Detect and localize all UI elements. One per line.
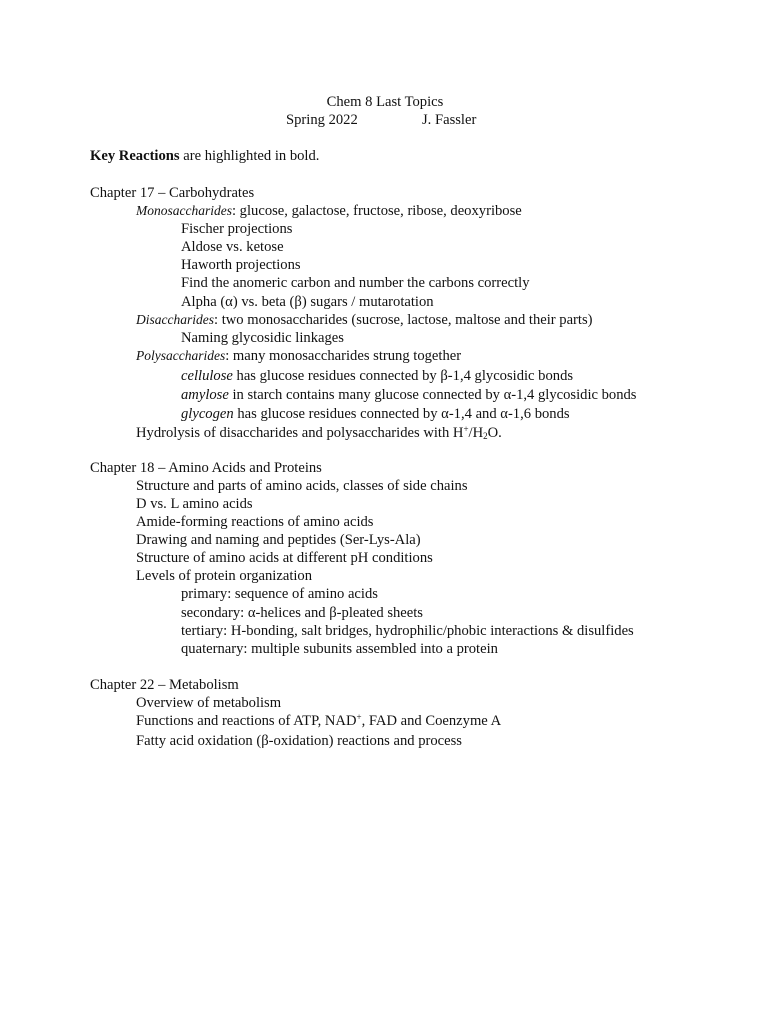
monosaccharides-line xyxy=(136,202,522,220)
poly-item-amylose xyxy=(181,386,637,404)
mono-item: Haworth projections xyxy=(181,257,301,273)
hydrolysis-line xyxy=(136,424,502,442)
poly-item-rest: has glucose residues connected by α-1,4 and α-1,6 bonds xyxy=(233,406,570,422)
ch18-item: Structure of amino acids at different pH conditions xyxy=(136,550,433,566)
chapter-22-heading: Chapter 22 – Metabolism xyxy=(90,677,239,693)
di-rest: : two monosaccharides (sucrose, lactose, maltose and their parts) xyxy=(214,312,593,328)
ch18-item: D vs. L amino acids xyxy=(136,496,253,512)
chapter-18-heading: Chapter 18 – Amino Acids and Proteins xyxy=(90,460,322,476)
ch22-item: Fatty acid oxidation (β-oxidation) reactions and process xyxy=(136,733,462,749)
poly-item-glycogen xyxy=(181,405,570,423)
ch18-item: Amide-forming reactions of amino acids xyxy=(136,514,374,530)
hydrolysis-text-2: /H xyxy=(468,425,484,441)
hydrolysis-text: Hydrolysis of disaccharides and polysaccharides with H xyxy=(136,425,464,441)
poly-item-rest: in starch contains many glucose connected by α-1,4 glycosidic bonds xyxy=(228,387,637,403)
doc-title: Chem 8 Last Topics xyxy=(326,94,444,110)
mono-term: Monosaccharides xyxy=(136,203,232,218)
poly-rest: : many monosaccharides strung together xyxy=(225,348,462,364)
ch18-item: Drawing and naming and peptides (Ser-Lys-Ala) xyxy=(136,532,421,548)
polysaccharides-line xyxy=(136,347,461,365)
doc-instructor: J. Fassler xyxy=(422,112,477,128)
doc-term: Spring 2022 xyxy=(286,112,358,128)
mono-item: Find the anomeric carbon and number the carbons correctly xyxy=(181,275,530,291)
hydrolysis-text-3: O. xyxy=(487,425,502,441)
protein-level: tertiary: H-bonding, salt bridges, hydrophilic/phobic interactions & disulfides xyxy=(181,623,634,639)
functions-text: Functions and reactions of ATP, NAD xyxy=(136,713,357,729)
disaccharides-line xyxy=(136,311,593,329)
poly-item-cellulose xyxy=(181,367,573,385)
intro-bold: Key Reactions xyxy=(90,148,180,164)
mono-rest: : glucose, galactose, fructose, ribose, deoxyribose xyxy=(231,203,522,219)
ch22-functions-line xyxy=(136,712,501,730)
hydrolysis-sup: + xyxy=(463,424,469,434)
mono-item: Alpha (α) vs. beta (β) sugars / mutarotation xyxy=(181,294,434,310)
mono-item: Aldose vs. ketose xyxy=(181,239,284,255)
ch18-item: Levels of protein organization xyxy=(136,568,313,584)
ch22-item: Overview of metabolism xyxy=(136,695,282,711)
functions-text-2: , FAD and Coenzyme A xyxy=(361,713,502,729)
intro-rest: are highlighted in bold. xyxy=(179,148,320,164)
ch18-item: Structure and parts of amino acids, classes of side chains xyxy=(136,478,468,494)
protein-level: primary: sequence of amino acids xyxy=(181,586,378,602)
mono-item: Fischer projections xyxy=(181,221,293,237)
poly-item-term: cellulose xyxy=(181,368,233,384)
functions-sup: + xyxy=(356,712,362,722)
di-term: Disaccharides xyxy=(136,312,214,327)
poly-item-term: amylose xyxy=(181,387,229,403)
protein-level: quaternary: multiple subunits assembled into a protein xyxy=(181,641,498,657)
protein-level: secondary: α-helices and β-pleated sheets xyxy=(181,605,423,621)
hydrolysis-sub: 2 xyxy=(483,431,488,441)
poly-term: Polysaccharides xyxy=(136,348,226,363)
chapter-17-heading: Chapter 17 – Carbohydrates xyxy=(90,185,255,201)
intro-line xyxy=(90,147,319,165)
poly-item-rest: has glucose residues connected by β-1,4 glycosidic bonds xyxy=(232,368,574,384)
poly-item-term: glycogen xyxy=(181,406,234,422)
di-item: Naming glycosidic linkages xyxy=(181,330,344,346)
